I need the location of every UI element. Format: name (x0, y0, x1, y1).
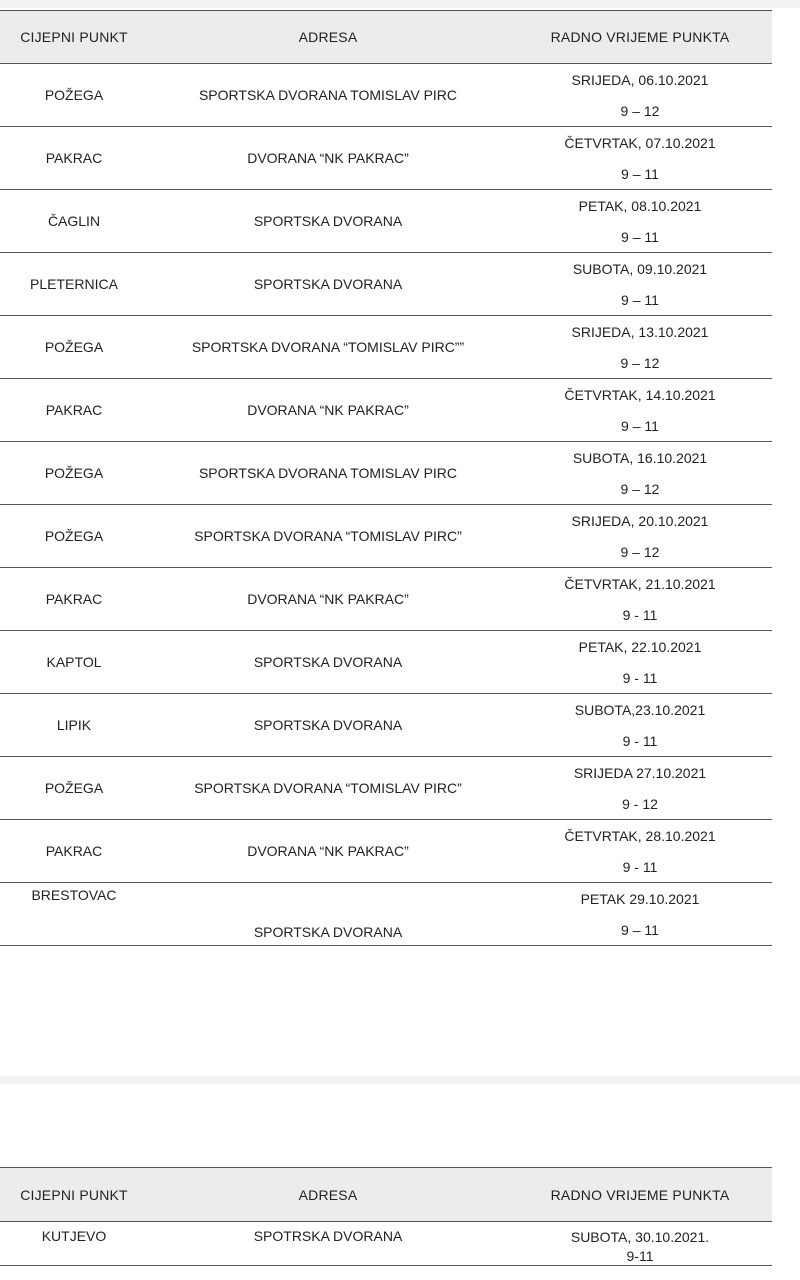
cell-datum: SUBOTA,23.10.2021 (574, 702, 706, 718)
cell-vrijeme (508, 757, 772, 819)
cell-vrijeme (508, 253, 772, 315)
cell-punkt: PAKRAC (45, 842, 103, 859)
table-row (0, 1222, 772, 1266)
cell-datum: PETAK, 22.10.2021 (578, 639, 702, 655)
cell-punkt: POŽEGA (44, 779, 104, 796)
cell-adresa: SPORTSKA DVORANA (253, 653, 403, 670)
cell-adresa: SPORTSKA DVORANA TOMISLAV PIRC (198, 86, 458, 103)
table-header (0, 10, 772, 64)
cell-vrijeme (508, 883, 772, 945)
cell-punkt: PAKRAC (45, 590, 103, 607)
cell-sati: 9 – 12 (620, 544, 660, 560)
cell-sati: 9 - 12 (622, 796, 658, 812)
cell-vrijeme (508, 568, 772, 630)
table-row (0, 253, 772, 316)
cell-vrijeme (508, 379, 772, 441)
table-row (0, 442, 772, 505)
cell-punkt: LIPIK (56, 716, 92, 733)
schedule-table-2 (0, 1167, 772, 1266)
cell-vrijeme (508, 694, 772, 756)
cell-punkt: POŽEGA (44, 86, 104, 103)
header-adresa: ADRESA (298, 1186, 358, 1203)
cell-datum: SUBOTA, 16.10.2021 (572, 450, 708, 466)
cell-vrijeme (508, 190, 772, 252)
table-row (0, 757, 772, 820)
cell-sati: 9 – 11 (621, 922, 659, 938)
cell-vrijeme (508, 127, 772, 189)
header-adresa: ADRESA (298, 29, 358, 45)
cell-vrijeme (508, 631, 772, 693)
cell-punkt: PAKRAC (45, 401, 103, 418)
cell-sati: 9 - 11 (622, 859, 658, 875)
table-header (0, 1167, 772, 1222)
cell-adresa: SPORTSKA DVORANA “TOMISLAV PIRC”” (191, 338, 465, 355)
cell-adresa: SPORTSKA DVORANA (253, 212, 403, 229)
cell-vrijeme (508, 316, 772, 378)
cell-adresa: SPORTSKA DVORANA “TOMISLAV PIRC” (194, 527, 462, 544)
cell-vrijeme (508, 1222, 772, 1265)
cell-sati: 9 - 11 (622, 607, 658, 623)
cell-adresa: SPORTSKA DVORANA (253, 275, 403, 292)
cell-punkt: ČAGLIN (47, 212, 101, 229)
page-break (0, 1076, 800, 1084)
cell-adresa: SPORTSKA DVORANA TOMISLAV PIRC (198, 464, 458, 481)
cell-datum: ČETVRTAK, 21.10.2021 (564, 576, 716, 592)
cell-sati: 9 – 11 (621, 166, 659, 182)
table-row (0, 379, 772, 442)
cell-punkt: KUTJEVO (41, 1228, 107, 1244)
cell-punkt: BRESTOVAC (31, 887, 117, 903)
cell-sati: 9 – 12 (620, 103, 660, 119)
table-row (0, 820, 772, 883)
cell-adresa: DVORANA “NK PAKRAC” (247, 401, 409, 418)
cell-punkt: PLETERNICA (30, 275, 118, 292)
cell-sati: 9 – 12 (620, 481, 660, 497)
cell-adresa: DVORANA “NK PAKRAC” (247, 590, 409, 607)
header-vrijeme: RADNO VRIJEME PUNKTA (550, 1186, 730, 1203)
cell-datum: ČETVRTAK, 07.10.2021 (564, 135, 716, 151)
cell-adresa: DVORANA “NK PAKRAC” (247, 842, 409, 859)
cell-punkt: POŽEGA (44, 338, 104, 355)
cell-datum: SRIJEDA, 20.10.2021 (571, 513, 709, 529)
cell-punkt: PAKRAC (45, 149, 103, 166)
cell-sati: 9 – 12 (620, 355, 660, 371)
cell-datum: SRIJEDA, 06.10.2021 (571, 72, 709, 88)
cell-datum: SRIJEDA, 13.10.2021 (571, 324, 709, 340)
table-row (0, 190, 772, 253)
cell-punkt: KAPTOL (46, 653, 102, 670)
cell-sati: 9 – 11 (621, 292, 659, 308)
page-top-edge (0, 0, 800, 8)
cell-sati: 9-11 (626, 1248, 654, 1264)
cell-datum: SUBOTA, 09.10.2021 (572, 261, 708, 277)
cell-adresa: DVORANA “NK PAKRAC” (247, 149, 409, 166)
cell-sati: 9 - 11 (622, 670, 658, 686)
cell-datum: SRIJEDA 27.10.2021 (573, 765, 707, 781)
cell-punkt: POŽEGA (44, 527, 104, 544)
table-row (0, 316, 772, 379)
cell-vrijeme (508, 442, 772, 504)
cell-datum: SUBOTA, 30.10.2021. (570, 1229, 710, 1245)
cell-adresa: SPORTSKA DVORANA (253, 924, 403, 940)
header-vrijeme: RADNO VRIJEME PUNKTA (550, 29, 730, 45)
table-row (0, 883, 772, 946)
table-row (0, 694, 772, 757)
cell-sati: 9 – 11 (621, 229, 659, 245)
cell-vrijeme (508, 64, 772, 126)
cell-adresa: SPORTSKA DVORANA (253, 716, 403, 733)
table-row (0, 127, 772, 190)
cell-vrijeme (508, 820, 772, 882)
cell-vrijeme (508, 505, 772, 567)
header-punkt: CIJEPNI PUNKT (20, 29, 128, 45)
cell-sati: 9 - 11 (622, 733, 658, 749)
cell-sati: 9 – 11 (621, 418, 659, 434)
table-row (0, 505, 772, 568)
cell-datum: ČETVRTAK, 28.10.2021 (564, 828, 716, 844)
cell-datum: PETAK 29.10.2021 (580, 891, 700, 907)
table-row (0, 568, 772, 631)
cell-datum: ČETVRTAK, 14.10.2021 (564, 387, 716, 403)
table-row (0, 631, 772, 694)
schedule-table (0, 10, 772, 946)
cell-adresa: SPORTSKA DVORANA “TOMISLAV PIRC” (194, 779, 462, 796)
cell-punkt: POŽEGA (44, 464, 104, 481)
cell-adresa: SPOTRSKA DVORANA (253, 1228, 403, 1244)
cell-datum: PETAK, 08.10.2021 (578, 198, 702, 214)
table-row (0, 64, 772, 127)
header-punkt: CIJEPNI PUNKT (20, 1186, 128, 1203)
